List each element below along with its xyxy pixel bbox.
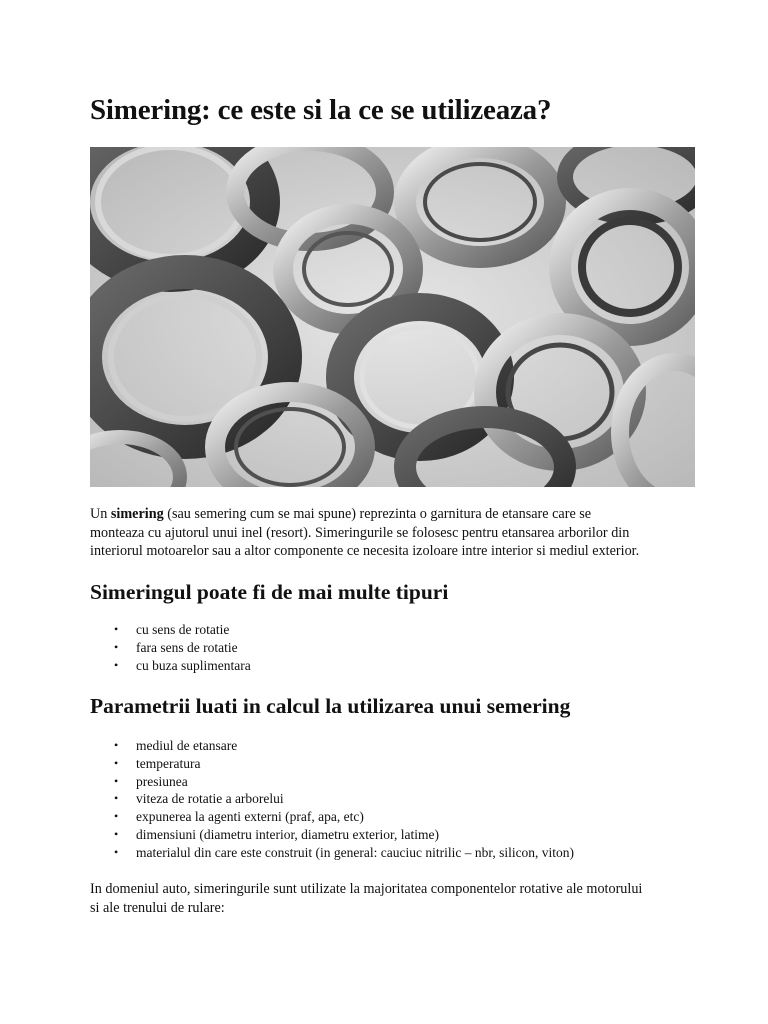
intro-line3: interiorul motoarelor sau a altor componente ce necesita izoloare intre interior si mediul exterior. bbox=[90, 543, 640, 559]
list-item: • mediul de etansare bbox=[90, 737, 574, 755]
list-item: • viteza de rotatie a arborelui bbox=[90, 790, 574, 808]
list-item: • expunerea la agenti externi (praf, apa, etc) bbox=[90, 808, 574, 826]
list-item: • presiunea bbox=[90, 773, 574, 791]
section-parameters-heading: Parametrii luati in calcul la utilizarea unui semering bbox=[90, 694, 571, 718]
intro-line2: monteaza cu ajutorul unui inel (resort). Simeringurile se folosesc pentru etansarea arborilor din bbox=[90, 524, 630, 541]
intro-line1: (sau semering cum se mai spune) reprezinta o garnitura de etansare care se bbox=[163, 506, 592, 522]
oil-seals-illustration bbox=[90, 147, 695, 487]
parameters-list bbox=[90, 737, 574, 862]
section-types-heading: Simeringul poate fi de mai multe tipuri bbox=[90, 580, 449, 604]
intro-paragraph bbox=[90, 505, 690, 561]
closing-line1: In domeniul auto, simeringurile sunt utilizate la majoritatea componentelor rotative ale motorului bbox=[90, 881, 643, 897]
page-title: Simering: ce este si la ce se utilizeaza? bbox=[90, 94, 552, 126]
list-item: • cu sens de rotatie bbox=[90, 621, 251, 639]
closing-paragraph bbox=[90, 880, 690, 917]
oil-seals-photo bbox=[90, 147, 695, 487]
closing-line2: si ale trenului de rulare: bbox=[90, 899, 225, 916]
types-list bbox=[90, 621, 251, 674]
list-item: • materialul din care este construit (in general: cauciuc nitrilic – nbr, silicon, viton) bbox=[90, 844, 574, 862]
intro-bold-term: simering bbox=[110, 506, 164, 522]
list-item: • dimensiuni (diametru interior, diametru exterior, latime) bbox=[90, 826, 574, 844]
list-item: • fara sens de rotatie bbox=[90, 639, 251, 657]
intro-prefix: Un bbox=[90, 506, 111, 522]
list-item: • cu buza suplimentara bbox=[90, 657, 251, 675]
list-item: • temperatura bbox=[90, 755, 574, 773]
